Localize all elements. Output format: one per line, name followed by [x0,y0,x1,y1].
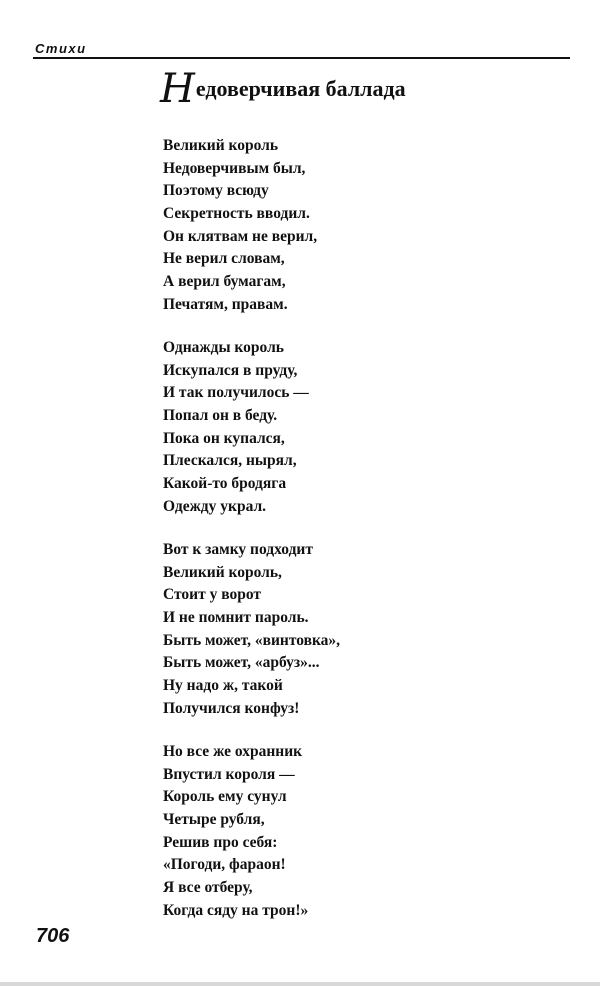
poem-line: «Погоди, фараон! [163,856,286,874]
poem-body [163,135,340,943]
poem-line: Великий король, [163,563,282,581]
poem-line: И так получилось — [163,384,309,402]
stanza [163,135,340,317]
scan-bottom-edge [0,982,600,986]
poem-line: Недоверчивым был, [163,159,306,177]
poem-line: Впустил короля — [163,765,295,783]
poem-line: Быть может, «винтовка», [163,631,341,649]
poem-line: Стоит у ворот [163,586,261,604]
poem-line: Искупался в пруду, [163,361,298,379]
poem-line: Секретность вводил. [163,205,310,223]
poem-line: Четыре рубля, [163,811,265,829]
stanza [163,741,340,923]
poem-line: Великий король [163,137,279,154]
poem-line: Решив про себя: [163,833,278,851]
poem-line: А верил бумагам, [163,273,286,291]
poem-line: Ну надо ж, такой [163,677,283,695]
poem-line: Пока он купался, [163,429,285,447]
title-rest: едоверчивая баллада [195,76,406,101]
poem-line: Вот к замку подходит [163,541,313,558]
running-header: Стихи [35,41,87,56]
poem-line: Быть может, «арбуз»... [163,654,320,672]
poem-line: Он клятвам не верил, [163,227,318,245]
poem-line: Печатям, правам. [163,295,288,313]
header-rule [33,57,570,59]
stanza [163,337,340,519]
stanza [163,539,340,721]
title-initial: Н [160,66,195,112]
poem-line: Поэтому всюду [163,182,269,200]
poem-line: Какой-то бродяга [163,475,287,493]
poem-title [160,66,406,112]
poem-line: Однажды король [163,339,284,356]
poem-line: Король ему сунул [163,788,287,806]
poem-line: Одежду украл. [163,497,267,515]
poem-line: Получился конфуз! [163,699,300,717]
poem-line: Попал он в беду. [163,407,278,425]
poem-line: Я все отберу, [163,879,253,897]
poem-line: Не верил словам, [163,250,285,268]
poem-line: Но все же охранник [163,743,303,760]
poem-line: И не помнит пароль. [163,609,309,627]
poem-line: Когда сяду на трон!» [163,901,309,919]
poem-line: Плескался, нырял, [163,452,297,470]
page-number: 706 [36,925,70,947]
